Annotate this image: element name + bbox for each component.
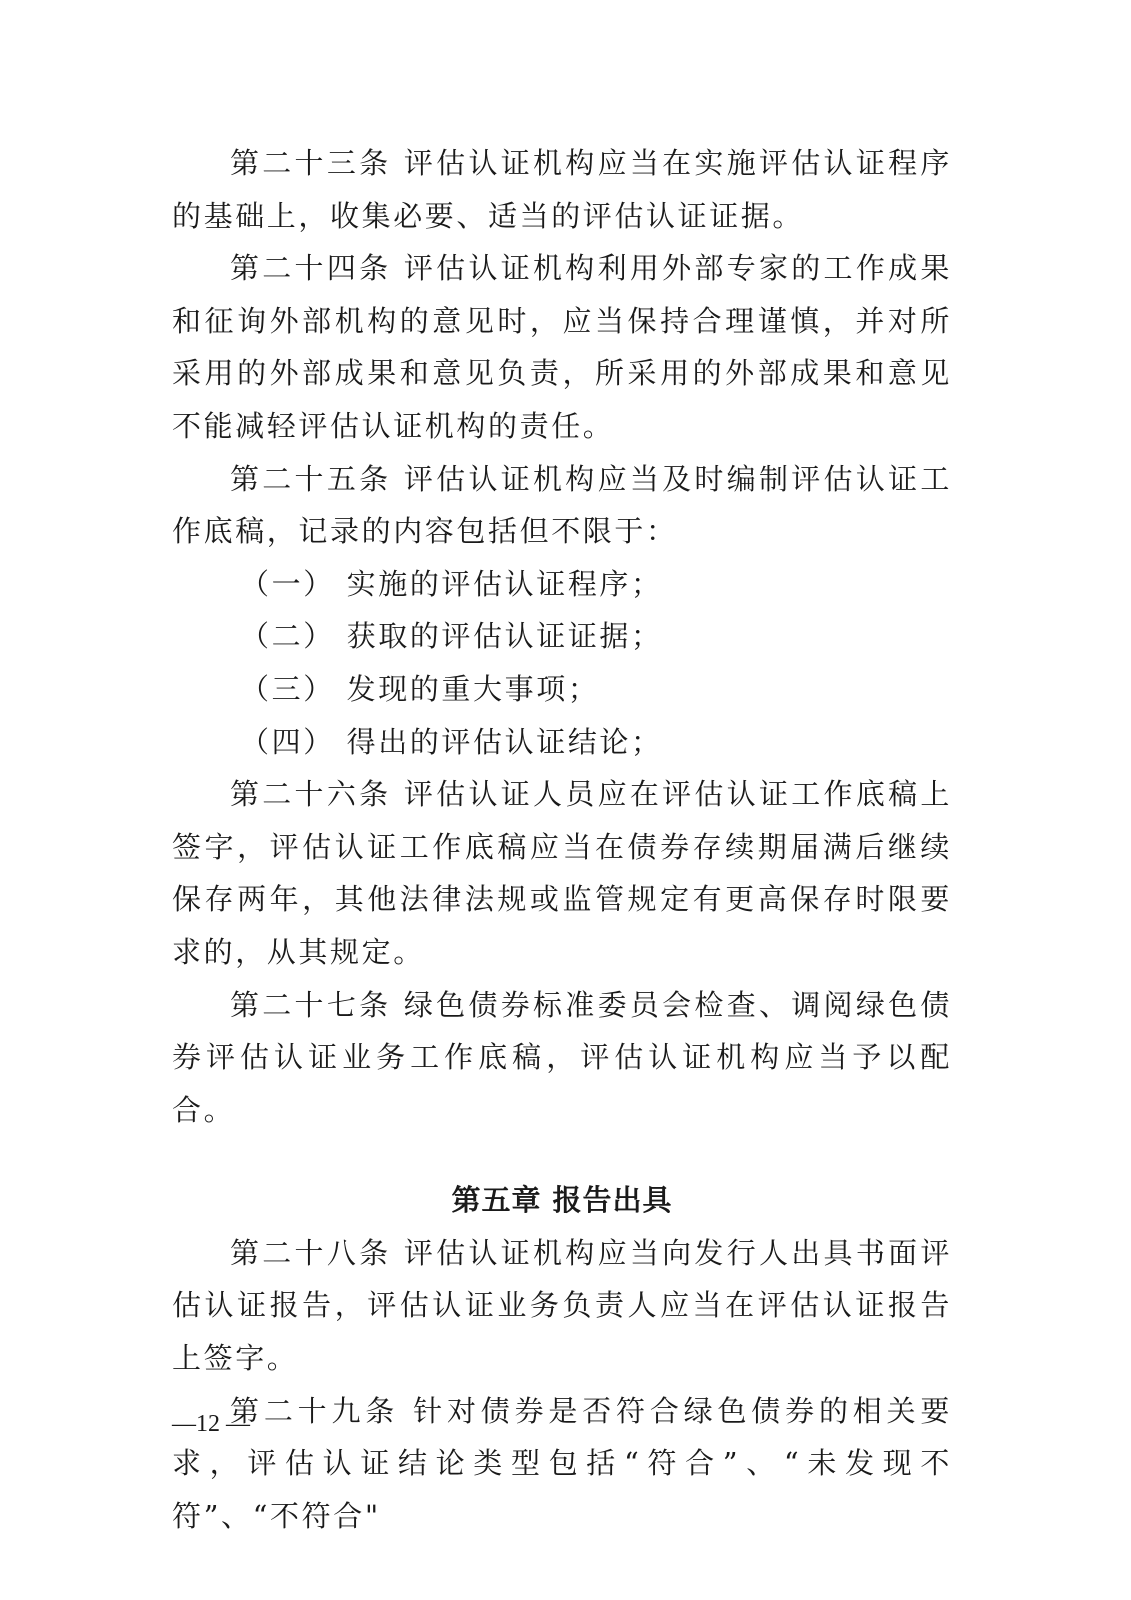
list-item-4: （四） 得出的评估认证结论； bbox=[240, 724, 663, 759]
list-item-1: （一） 实施的评估认证程序； bbox=[240, 566, 663, 601]
chapter-heading: 第五章 报告出具 bbox=[451, 1183, 673, 1218]
page-number: —12 — bbox=[172, 1411, 250, 1437]
document-body bbox=[172, 137, 952, 1542]
article-29: 第二十九条 针对债券是否符合绿色债券的相关要求，评估认证结论类型包括“符合”、“未发现不符”、“不符合" bbox=[172, 1393, 952, 1533]
list-item-2: （二） 获取的评估认证证据； bbox=[240, 619, 663, 654]
article-25: 第二十五条 评估认证机构应当及时编制评估认证工作底稿，记录的内容包括但不限于： bbox=[172, 461, 952, 549]
article-26: 第二十六条 评估认证人员应在评估认证工作底稿上签字，评估认证工作底稿应当在债券存续期届满后继续保存两年，其他法律法规或监管规定有更高保存时限要求的，从其规定。 bbox=[172, 777, 952, 969]
article-27: 第二十七条 绿色债券标准委员会检查、调阅绿色债券评估认证业务工作底稿，评估认证机构应当予以配合。 bbox=[172, 987, 952, 1127]
article-23: 第二十三条 评估认证机构应当在实施评估认证程序的基础上，收集必要、适当的评估认证证据。 bbox=[172, 146, 952, 233]
article-28: 第二十八条 评估认证机构应当向发行人出具书面评估认证报告，评估认证业务负责人应当在评估认证报告上签字。 bbox=[172, 1235, 952, 1376]
article-24: 第二十四条 评估认证机构利用外部专家的工作成果和征询外部机构的意见时，应当保持合理谨慎，并对所采用的外部成果和意见负责，所采用的外部成果和意见不能减轻评估认证机构的责任。 bbox=[172, 251, 952, 443]
list-item-3: （三） 发现的重大事项； bbox=[240, 671, 600, 706]
